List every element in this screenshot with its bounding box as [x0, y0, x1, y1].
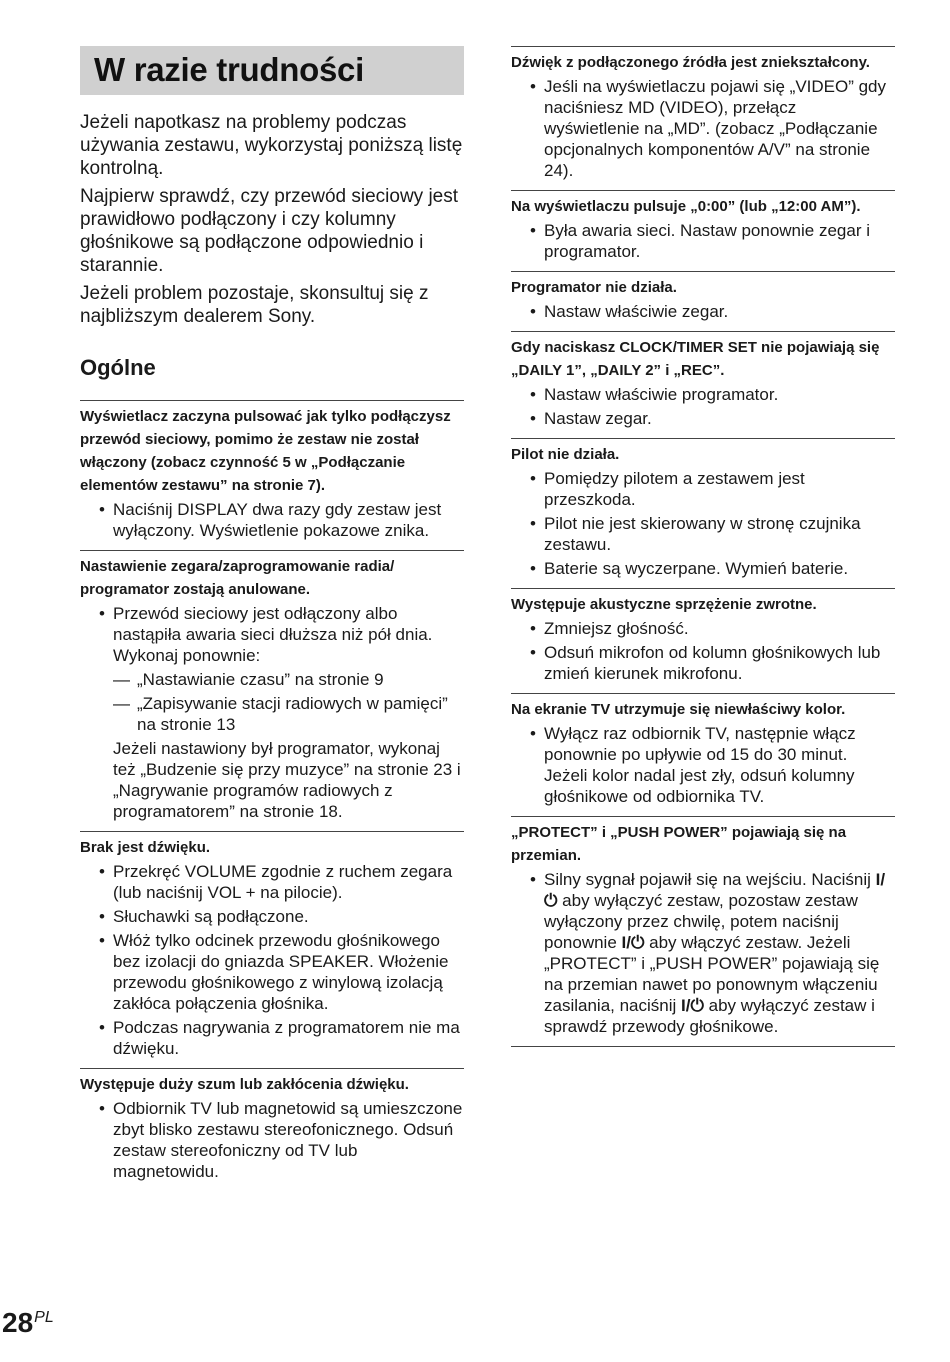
dash-item: — „Zapisywanie stacji radiowych w pamięci” na stronie 13 [80, 693, 464, 735]
page-number [2, 1300, 54, 1341]
trouble-section [511, 588, 895, 693]
problem-title: Nastawienie zegara/zaprogramowanie radia/ programator zostają anulowane. [80, 558, 395, 598]
solution-item: • Odsuń mikrofon od kolumn głośnikowych lub zmień kierunek mikrofonu. [511, 642, 895, 684]
solution-list [80, 499, 464, 541]
trouble-section [80, 1068, 464, 1191]
trouble-section [80, 831, 464, 1068]
solution-list [511, 723, 895, 807]
problem-title: Na wyświetlaczu pulsuje „0:00” (lub „12:00 AM”). [511, 198, 861, 215]
solution-list [511, 220, 895, 262]
page-language-code: PL [34, 1309, 54, 1326]
right-column [511, 46, 895, 1047]
problem-title: Wyświetlacz zaczyna pulsować jak tylko podłączysz przewód sieciowy, pomimo że zestaw nie został włączony (zobacz czynność 5 w „Podłączanie elementów zestawu” na stronie 7). [80, 408, 451, 494]
title-box [80, 46, 464, 95]
trouble-section [511, 271, 895, 331]
solution-list [511, 76, 895, 181]
solution-list [511, 869, 895, 1037]
intro-paragraph: Jeżeli problem pozostaje, skonsultuj się z najbliższym dealerem Sony. [80, 283, 429, 327]
solution-item: • Przewód sieciowy jest odłączony albo nastąpiła awaria sieci dłuższa niż pół dnia. Wykonaj ponownie: [80, 603, 464, 666]
left-column [80, 400, 464, 1191]
solution-item: • Pilot nie jest skierowany w stronę czujnika zestawu. [511, 513, 895, 555]
intro [80, 111, 464, 333]
trouble-section [511, 438, 895, 588]
page-title: W razie trudności [94, 51, 364, 88]
intro-paragraph: Najpierw sprawdź, czy przewód sieciowy jest prawidłowo podłączony i czy kolumny głośnikowe są podłączone odpowiednio i starannie. [80, 186, 459, 276]
solution-list [80, 1098, 464, 1182]
trouble-section [511, 46, 895, 190]
solution-item: • Słuchawki są podłączone. [80, 906, 464, 927]
solution-text: aby włączyć zestaw. Jeżeli „PROTECT” i „PUSH POWER” pojawiają się na przemian nawet po ponownym włączeniu zasilania, naciśnij [544, 933, 880, 1015]
solution-item: • Przekręć VOLUME zgodnie z ruchem zegara (lub naciśnij VOL + na pilocie). [80, 861, 464, 903]
problem-title: Gdy naciskasz CLOCK/TIMER SET nie pojawiają się „DAILY 1”, „DAILY 2” i „REC”. [511, 339, 880, 379]
intro-paragraph: Jeżeli napotkasz na problemy podczas używania zestawu, wykorzystaj poniższą listę kontrolną. [80, 112, 463, 179]
section-heading: Ogólne [80, 355, 156, 380]
solution-note: Jeżeli nastawiony był programator, wykonaj też „Budzenie się przy muzyce” na stronie 23 i „Nagrywanie programów radiowych z programatorem” na stronie 18. [113, 739, 461, 821]
problem-title: Brak jest dźwięku. [80, 839, 211, 856]
solution-text: aby wyłączyć zestaw, pozostaw zestaw wyłączony przez chwilę, potem naciśnij ponownie [544, 891, 858, 952]
solution-item: • Odbiornik TV lub magnetowid są umieszczone zbyt blisko zestawu stereofonicznego. Odsuń zestaw stereofoniczny od TV lub magnetowidu. [80, 1098, 464, 1182]
solution-item: • Nastaw zegar. [511, 408, 895, 429]
solution-item: • Zmniejsz głośność. [511, 618, 895, 639]
solution-text: Silny sygnał pojawił się na wejściu. Naciśnij [544, 870, 876, 889]
trouble-section [511, 331, 895, 438]
power-button-icon: I/⏻ [681, 996, 704, 1015]
solution-item [511, 869, 895, 1037]
solution-item: • Była awaria sieci. Nastaw ponownie zegar i programator. [511, 220, 895, 262]
trouble-section [80, 550, 464, 831]
solution-item: • Włóż tylko odcinek przewodu głośnikowego bez izolacji do gniazda SPEAKER. Włożenie przewodu głośnikowego z winylową izolacją zakłóca połączenia głośnika. [80, 930, 464, 1014]
solution-item: • Naciśnij DISPLAY dwa razy gdy zestaw jest wyłączony. Wyświetlenie pokazowe znika. [80, 499, 464, 541]
problem-title: Programator nie działa. [511, 279, 677, 296]
problem-title: Pilot nie działa. [511, 446, 620, 463]
problem-title: Na ekranie TV utrzymuje się niewłaściwy kolor. [511, 701, 846, 718]
power-button-icon: I/⏻ [621, 933, 645, 952]
problem-title: Występuje duży szum lub zakłócenia dźwięku. [80, 1076, 409, 1093]
solution-item: • Nastaw właściwie programator. [511, 384, 895, 405]
solution-list [511, 468, 895, 579]
dash-item: — „Nastawianie czasu” na stronie 9 [80, 669, 464, 690]
solution-list [80, 603, 464, 666]
trouble-section [511, 693, 895, 816]
solution-list [80, 861, 464, 1059]
solution-list [511, 301, 895, 322]
problem-title: Występuje akustyczne sprzężenie zwrotne. [511, 596, 817, 613]
solution-text: aby wyłączyć zestaw i sprawdź przewody głośnikowe. [544, 996, 875, 1036]
solution-item: • Jeśli na wyświetlaczu pojawi się „VIDEO” gdy naciśniesz MD (VIDEO), przełącz wyświetlenie na „MD”. (zobacz „Podłączanie opcjonalnych komponentów A/V” na stronie 24). [511, 76, 895, 181]
problem-title: Dźwięk z podłączonego źródła jest zniekształcony. [511, 54, 870, 71]
solution-item: • Nastaw właściwie zegar. [511, 301, 895, 322]
trouble-section [511, 190, 895, 271]
solution-item: • Baterie są wyczerpane. Wymień baterie. [511, 558, 895, 579]
solution-item: • Podczas nagrywania z programatorem nie ma dźwięku. [80, 1017, 464, 1059]
solution-list [511, 384, 895, 429]
power-button-icon: I/⏻ [544, 870, 886, 910]
solution-list [511, 618, 895, 684]
problem-title: „PROTECT” i „PUSH POWER” pojawiają się na przemian. [511, 824, 847, 864]
solution-item: • Wyłącz raz odbiornik TV, następnie włącz ponownie po upływie od 15 do 30 minut. Jeżeli kolor nadal jest zły, odsuń kolumny głośnikowe od odbiornika TV. [511, 723, 895, 807]
page-number-value: 28 [2, 1307, 34, 1338]
trouble-section [80, 400, 464, 550]
solution-item: • Pomiędzy pilotem a zestawem jest przeszkoda. [511, 468, 895, 510]
trouble-section [511, 816, 895, 1047]
